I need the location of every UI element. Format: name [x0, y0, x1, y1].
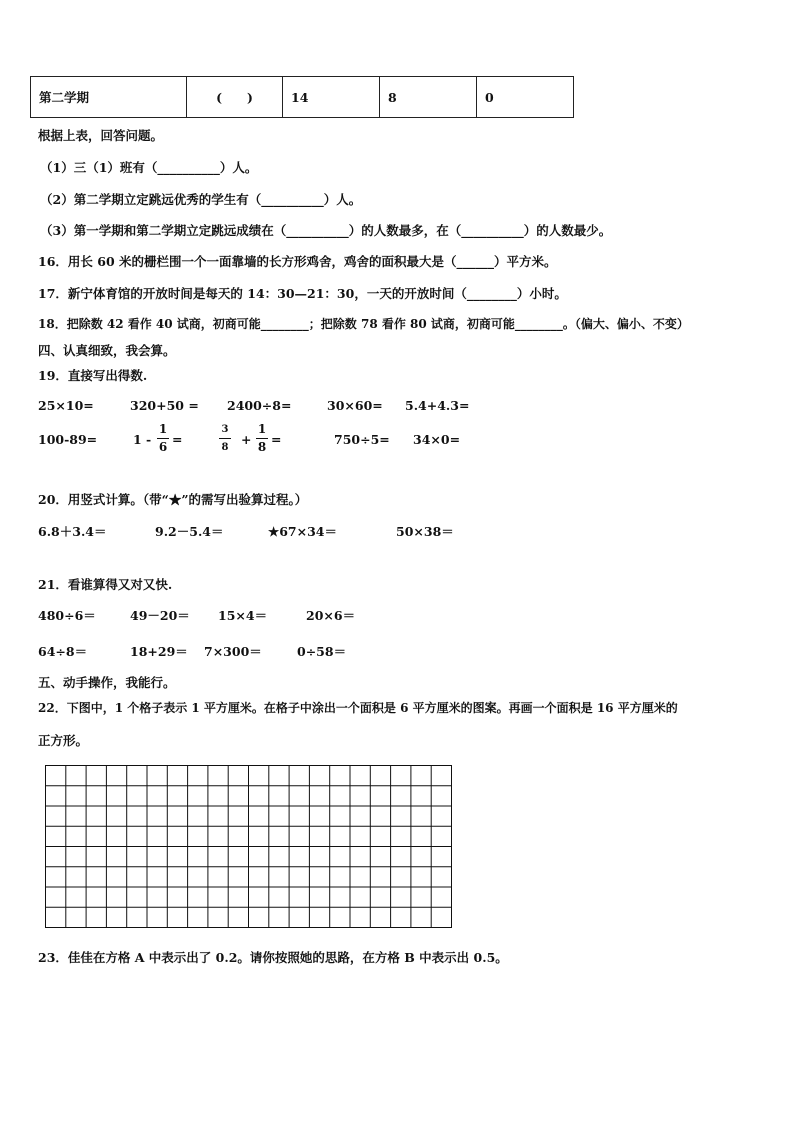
- calc-19-1: 25×10=: [38, 398, 94, 413]
- fraction-numerator: 1: [257, 422, 267, 436]
- question-21: 21．看谁算得又对又快.: [38, 577, 173, 592]
- table-intro: 根据上表，回答问题。: [38, 128, 164, 143]
- fraction-one-sixth: [157, 423, 169, 454]
- fraction-denominator: 8: [257, 440, 267, 454]
- table-row: [31, 77, 574, 118]
- calc-19-10: 34×0=: [413, 432, 461, 447]
- calc-20-1: 6.8＋3.4＝: [38, 524, 107, 539]
- fraction-numerator: 3: [221, 424, 229, 435]
- calc-21-2: 49－20＝: [130, 608, 190, 623]
- fraction-three-eighths: [219, 423, 231, 454]
- table-cell-blank: ( ): [187, 77, 283, 118]
- fraction-denominator: 8: [221, 442, 229, 453]
- equals-sign: =: [271, 432, 282, 447]
- plus-sign: +: [241, 432, 252, 447]
- table-cell-pass: 0: [477, 77, 574, 118]
- calc-21-3: 15×4＝: [218, 608, 268, 623]
- section-5-heading: 五、动手操作，我能行。: [38, 675, 176, 690]
- calc-21-8: 0÷58＝: [297, 644, 347, 659]
- calc-19-9: 750÷5=: [334, 432, 390, 447]
- fraction-bar: [219, 438, 231, 439]
- question-23: 23．佳佳在方格 A 中表示出了 0.2。请你按照她的思路，在方格 B 中表示出 0.5。: [38, 950, 508, 965]
- question-22-line-2: 正方形。: [38, 733, 89, 748]
- fraction-numerator: 1: [158, 422, 168, 436]
- calc-19-6: 100-89=: [38, 432, 98, 447]
- calc-21-6: 18+29＝: [130, 644, 188, 659]
- fraction-denominator: 6: [158, 440, 168, 454]
- calc-21-7: 7×300＝: [204, 644, 262, 659]
- question-18: 18．把除数 42 看作 40 试商，初商可能________；把除数 78 看作 80 试商，初商可能________。（偏大、偏小、不变）: [38, 317, 689, 331]
- calc-19-4: 30×60=: [327, 398, 383, 413]
- question-15-1: （1）三（1）班有（__________）人。: [40, 160, 258, 175]
- equals-sign: =: [172, 432, 183, 447]
- square-grid[interactable]: [45, 765, 452, 928]
- section-4-heading: 四、认真细致，我会算。: [38, 343, 176, 358]
- calc-19-2: 320+50 =: [130, 398, 199, 413]
- calc-21-1: 480÷6＝: [38, 608, 96, 623]
- table-cell-good: 8: [380, 77, 477, 118]
- question-15-2: （2）第二学期立定跳远优秀的学生有（__________）人。: [40, 192, 362, 207]
- fraction-bar: [256, 438, 268, 439]
- calc-19-7-prefix: 1 -: [133, 432, 152, 447]
- question-15-3: （3）第一学期和第二学期立定跳远成绩在（__________）的人数最多，在（__________）的人数最少。: [40, 223, 612, 238]
- calc-19-3: 2400÷8=: [227, 398, 292, 413]
- question-16: 16．用长 60 米的栅栏围一个一面靠墙的长方形鸡舍，鸡舍的面积最大是（______）平方米。: [38, 254, 557, 269]
- score-table: [30, 76, 574, 118]
- table-cell-term: 第二学期: [31, 77, 187, 118]
- calc-20-3: ★67×34＝: [268, 524, 337, 539]
- table-cell-excellent: 14: [283, 77, 380, 118]
- calc-20-4: 50×38＝: [396, 524, 454, 539]
- fraction-one-eighth: [256, 423, 268, 454]
- question-17: 17．新宁体育馆的开放时间是每天的 14：30—21：30，一天的开放时间（________）小时。: [38, 286, 567, 301]
- question-22-line-1: 22．下图中，1 个格子表示 1 平方厘米。在格子中涂出一个面积是 6 平方厘米的图案。再画一个面积是 16 平方厘米的: [38, 701, 678, 715]
- question-19: 19．直接写出得数.: [38, 368, 148, 383]
- calc-21-4: 20×6＝: [306, 608, 356, 623]
- fraction-bar: [157, 438, 169, 439]
- question-20: 20．用竖式计算。（带“★”的需写出验算过程。）: [38, 492, 308, 507]
- calc-19-5: 5.4+4.3=: [405, 398, 470, 413]
- calc-21-5: 64÷8＝: [38, 644, 88, 659]
- calc-20-2: 9.2－5.4＝: [155, 524, 224, 539]
